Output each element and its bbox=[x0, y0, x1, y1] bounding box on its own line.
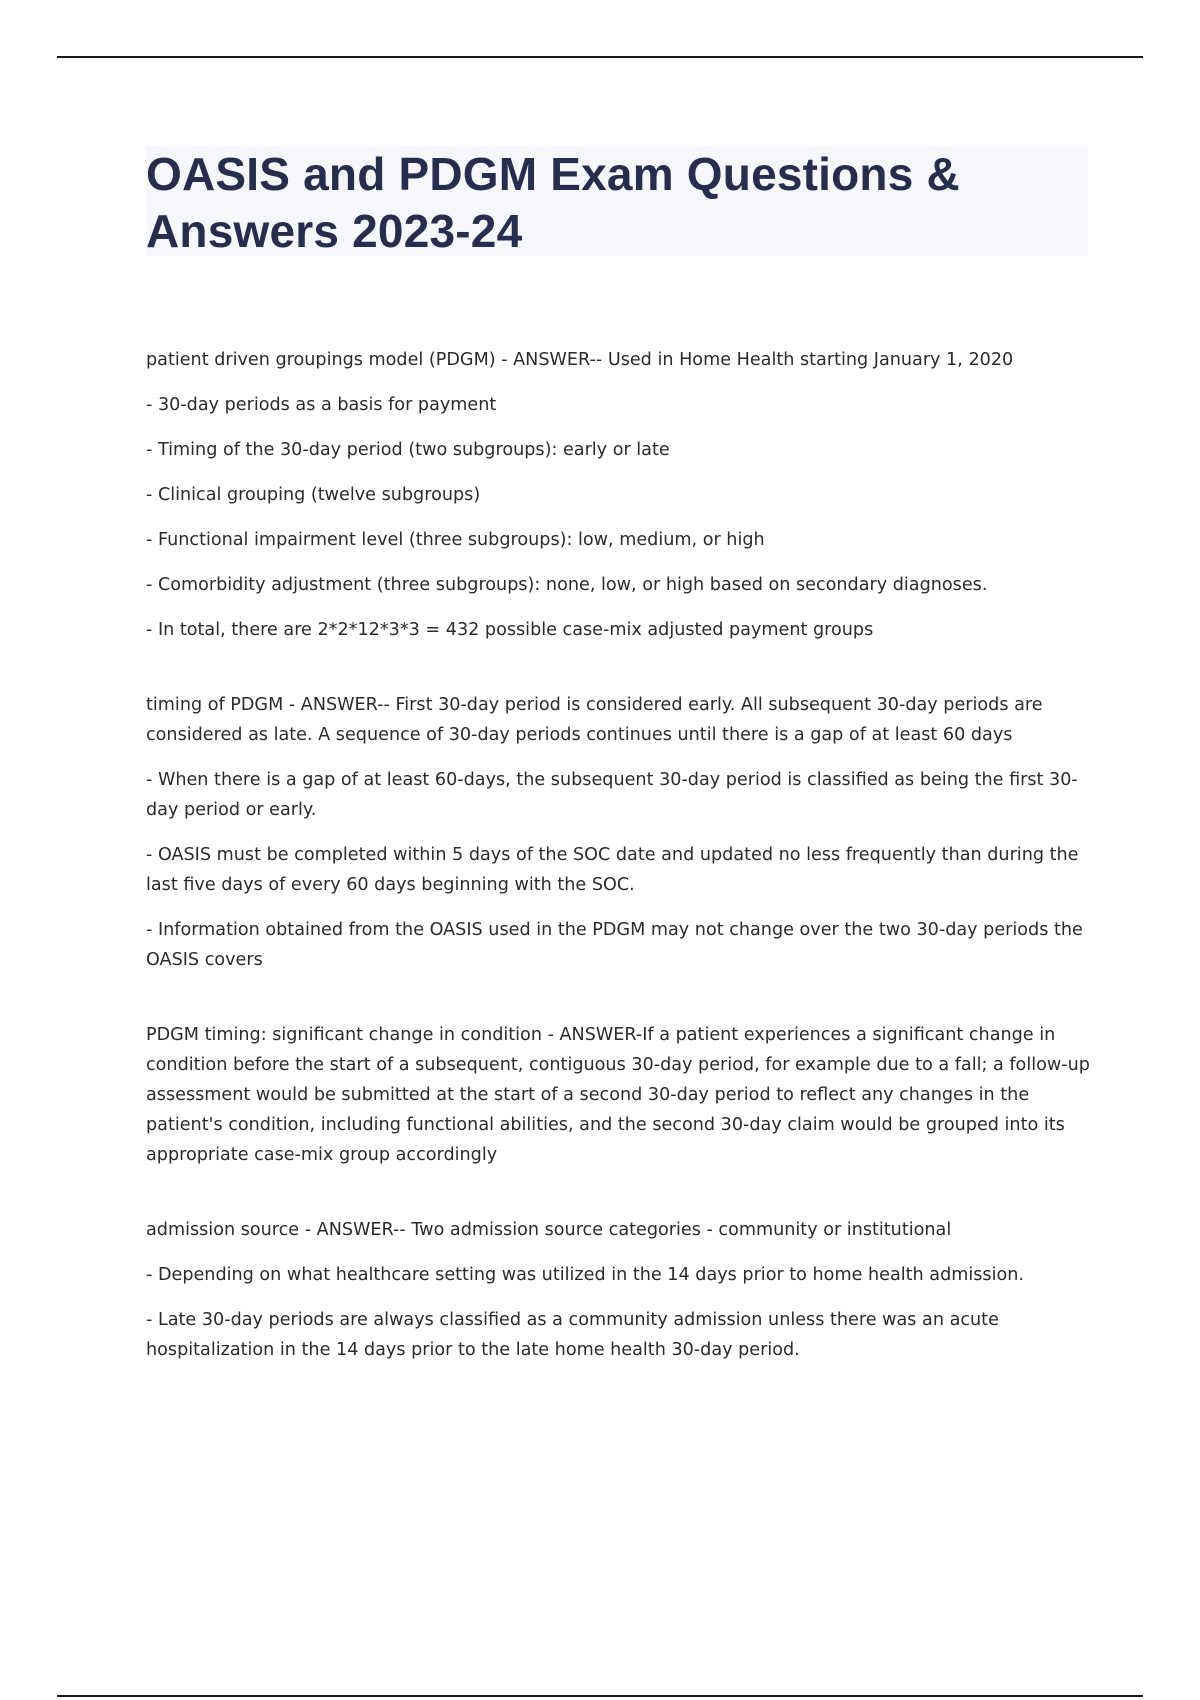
bullet-item: - Timing of the 30-day period (two subgroups): early or late bbox=[146, 440, 670, 460]
document-body bbox=[146, 345, 1091, 1380]
top-rule bbox=[57, 56, 1143, 58]
bullet-item: - Clinical grouping (twelve subgroups) bbox=[146, 485, 481, 505]
bullet-item: - 30-day periods as a basis for payment bbox=[146, 395, 497, 415]
bullet-item: - Late 30-day periods are always classified as a community admission unless there was an acute hospitalization in the 14 days prior to the late home health 30-day period. bbox=[146, 1310, 999, 1360]
bullet-item: - Comorbidity adjustment (three subgroups): none, low, or high based on secondary diagnoses. bbox=[146, 575, 988, 595]
question-answer: patient driven groupings model (PDGM) - ANSWER-- Used in Home Health starting January 1, 2020 bbox=[146, 350, 1014, 370]
bullet-item: - Functional impairment level (three subgroups): low, medium, or high bbox=[146, 530, 765, 550]
qa-section-pdgm bbox=[146, 345, 1091, 645]
bullet-item: - Information obtained from the OASIS used in the PDGM may not change over the two 30-day periods the OASIS covers bbox=[146, 920, 1083, 970]
bottom-rule bbox=[57, 1695, 1143, 1697]
page-title: OASIS and PDGM Exam Questions & Answers 2023-24 bbox=[146, 148, 960, 257]
bullet-item: - When there is a gap of at least 60-days, the subsequent 30-day period is classified as being the first 30-day period or early. bbox=[146, 770, 1078, 820]
bullet-item: - OASIS must be completed within 5 days of the SOC date and updated no less frequently than during the last five days of every 60 days beginning with the SOC. bbox=[146, 845, 1079, 895]
qa-section-timing bbox=[146, 690, 1091, 975]
qa-section-admission-source bbox=[146, 1215, 1091, 1365]
question-answer: admission source - ANSWER-- Two admission source categories - community or institutional bbox=[146, 1220, 952, 1240]
question-answer: PDGM timing: significant change in condition - ANSWER-If a patient experiences a significant change in condition before the start of a subsequent, contiguous 30-day period, for example due to a fall; a follow-up assessment would be submitted at the start of a second 30-day period to reflect any changes in the patient's condition, including functional abilities, and the second 30-day claim would be grouped into its appropriate case-mix group accordingly bbox=[146, 1025, 1090, 1165]
bullet-item: - In total, there are 2*2*12*3*3 = 432 possible case-mix adjusted payment groups bbox=[146, 620, 874, 640]
qa-section-significant-change bbox=[146, 1020, 1091, 1170]
bullet-item: - Depending on what healthcare setting was utilized in the 14 days prior to home health admission. bbox=[146, 1265, 1024, 1285]
title-block bbox=[146, 146, 1088, 256]
question-answer: timing of PDGM - ANSWER-- First 30-day period is considered early. All subsequent 30-day periods are considered as late. A sequence of 30-day periods continues until there is a gap of at least 60 days bbox=[146, 695, 1043, 745]
